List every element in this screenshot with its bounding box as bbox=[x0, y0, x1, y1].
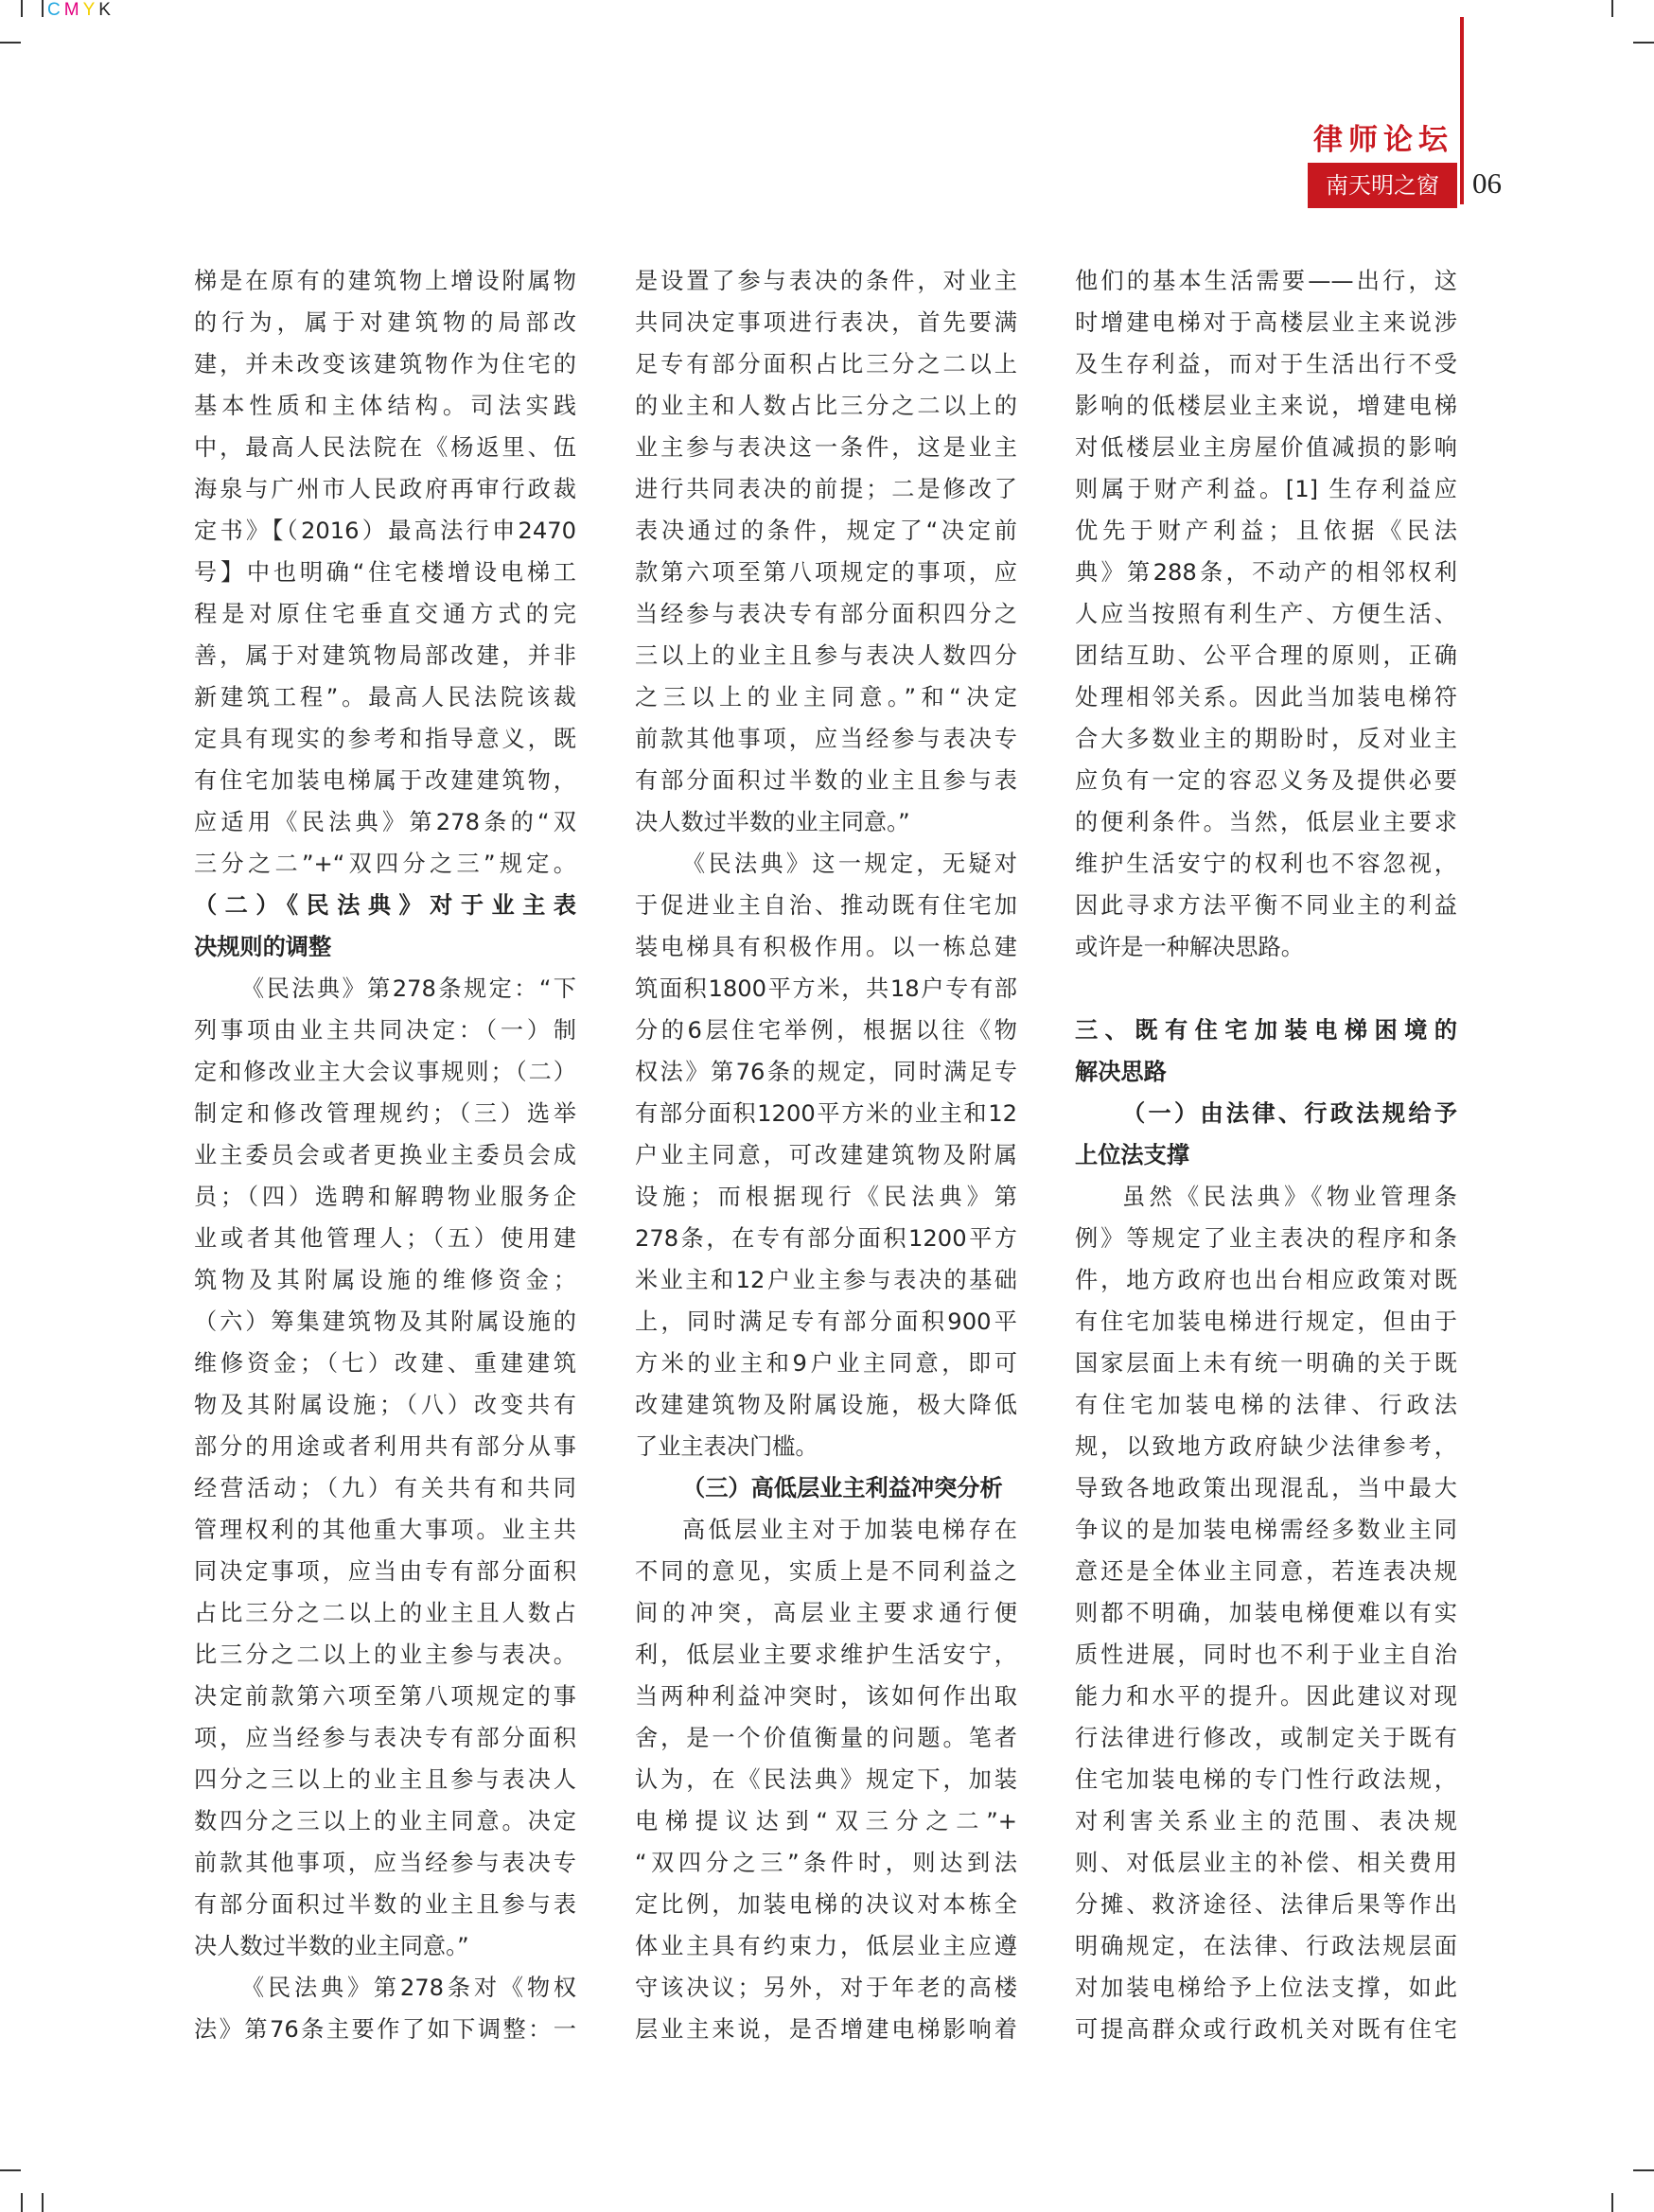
paragraph-line: 占比三分之二以上的业主且人数占 bbox=[194, 1600, 576, 1626]
page-number: 06 bbox=[1472, 167, 1502, 200]
paragraph-line: 高低层业主对于加装电梯存在 bbox=[682, 1517, 1017, 1543]
crop-mark-top-right-v bbox=[1611, 0, 1613, 17]
crop-mark-bottom-right-h bbox=[1633, 2169, 1654, 2171]
paragraph-line: 影响的低楼层业主来说，增建电梯 bbox=[1075, 393, 1457, 419]
paragraph-line: 的业主和人数占比三分之二以上的 bbox=[635, 393, 1017, 419]
paragraph-line: 对低楼层业主房屋价值减损的影响 bbox=[1075, 434, 1457, 461]
paragraph-line: 国家层面上未有统一明确的关于既 bbox=[1075, 1350, 1457, 1377]
paragraph-line: 或许是一种解决思路。 bbox=[1075, 934, 1304, 960]
paragraph-line: （六）筹集建筑物及其附属设施的 bbox=[194, 1308, 576, 1335]
cmyk-y: Y bbox=[82, 0, 99, 20]
paragraph-line: 比三分之二以上的业主参与表决。 bbox=[194, 1641, 576, 1668]
paragraph-line: 有住宅加装电梯属于改建建筑物， bbox=[194, 767, 576, 794]
paragraph-line: 应负有一定的容忍义务及提供必要 bbox=[1075, 767, 1457, 794]
paragraph-line: 员；（四）选聘和解聘物业服务企 bbox=[194, 1184, 576, 1210]
paragraph-line: 有部分面积1200平方米的业主和12 bbox=[635, 1100, 1017, 1127]
paragraph-line: 共同决定事项进行表决，首先要满 bbox=[635, 309, 1017, 336]
paragraph-line: 改建建筑物及附属设施，极大降低 bbox=[635, 1392, 1017, 1418]
section-heading-line: （一）由法律、行政法规给予 bbox=[1122, 1100, 1457, 1127]
paragraph-line: 项，应当经参与表决专有部分面积 bbox=[194, 1725, 576, 1751]
paragraph-line: 间的冲突，高层业主要求通行便 bbox=[635, 1600, 1017, 1626]
paragraph-line: 业主参与表决这一条件，这是业主 bbox=[635, 434, 1017, 461]
paragraph-line: 处理相邻关系。因此当加装电梯符 bbox=[1075, 684, 1457, 711]
paragraph-line: 权法》第76条的规定，同时满足专 bbox=[635, 1059, 1017, 1085]
section-heading-line: （三）高低层业主利益冲突分析 bbox=[682, 1475, 1003, 1501]
paragraph-line: 团结互助、公平合理的原则，正确 bbox=[1075, 642, 1457, 669]
crop-mark-bottom-right-v bbox=[1611, 2193, 1613, 2212]
paragraph-line: 分摊、救济途径、法律后果等作出 bbox=[1075, 1891, 1457, 1918]
paragraph-line: 米业主和12户业主参与表决的基础 bbox=[635, 1267, 1017, 1293]
paragraph-line: 《民法典》第278条对《物权 bbox=[241, 1975, 576, 2001]
paragraph-line: 《民法典》这一规定，无疑对 bbox=[682, 851, 1017, 877]
paragraph-line: 三以上的业主且参与表决人数四分 bbox=[635, 642, 1017, 669]
paragraph-line: 号】中也明确“住宅楼增设电梯工 bbox=[194, 559, 576, 586]
paragraph-line: 设施；而根据现行《民法典》第 bbox=[635, 1184, 1017, 1210]
cmyk-m: M bbox=[63, 0, 83, 20]
crop-mark-top-left-h bbox=[0, 42, 21, 44]
paragraph-line: 程是对原住宅垂直交通方式的完 bbox=[194, 601, 576, 627]
paragraph-line: 数四分之三以上的业主同意。决定 bbox=[194, 1808, 576, 1835]
paragraph-line: 的行为，属于对建筑物的局部改 bbox=[194, 309, 576, 336]
paragraph-line: 筑物及其附属设施的维修资金； bbox=[194, 1267, 576, 1293]
paragraph-line: 利，低层业主要求维护生活安宁， bbox=[635, 1641, 1017, 1668]
paragraph-line: 典》第288条，不动产的相邻权利 bbox=[1075, 559, 1457, 586]
section-heading-line: 决规则的调整 bbox=[194, 934, 332, 960]
paragraph-line: 明确规定，在法律、行政法规层面 bbox=[1075, 1933, 1457, 1959]
paragraph-line: 有住宅加装电梯的法律、行政法 bbox=[1075, 1392, 1457, 1418]
paragraph-line: 舍，是一个价值衡量的问题。笔者 bbox=[635, 1725, 1017, 1751]
section-heading-line: 三、既有住宅加装电梯困境的 bbox=[1075, 1017, 1457, 1044]
section-heading-line: （二）《民法典》对于业主表 bbox=[194, 892, 576, 919]
paragraph-line: 之三以上的业主同意。”和“决定 bbox=[635, 684, 1017, 711]
paragraph-line: 定比例，加装电梯的决议对本栋全 bbox=[635, 1891, 1017, 1918]
paragraph-line: 可提高群众或行政机关对既有住宅 bbox=[1075, 2016, 1457, 2043]
text-column-3 bbox=[1075, 260, 1457, 2050]
paragraph-line: 列事项由业主共同决定：（一）制 bbox=[194, 1017, 576, 1044]
paragraph-line: 海泉与广州市人民政府再审行政裁 bbox=[194, 476, 576, 502]
crop-mark-bottom-left-h bbox=[0, 2169, 21, 2171]
paragraph-line: 经营活动；（九）有关共有和共同 bbox=[194, 1475, 576, 1501]
paragraph-line: 户业主同意，可改建建筑物及附属 bbox=[635, 1142, 1017, 1168]
paragraph-line: 制定和修改管理规约；（三）选举 bbox=[194, 1100, 576, 1127]
paragraph-line: 虽然《民法典》《物业管理条 bbox=[1122, 1184, 1457, 1210]
paragraph-line: 维修资金；（七）改建、重建建筑 bbox=[194, 1350, 576, 1377]
paragraph-line: 能力和水平的提升。因此建议对现 bbox=[1075, 1683, 1457, 1710]
text-column-2 bbox=[635, 260, 1017, 2050]
paragraph-line: 四分之三以上的业主且参与表决人 bbox=[194, 1766, 576, 1793]
paragraph-line: 则、对低层业主的补偿、相关费用 bbox=[1075, 1850, 1457, 1876]
paragraph-line: 则都不明确，加装电梯便难以有实 bbox=[1075, 1600, 1457, 1626]
paragraph-line: 建，并未改变该建筑物作为住宅的 bbox=[194, 351, 576, 377]
paragraph-line: 足专有部分面积占比三分之二以上 bbox=[635, 351, 1017, 377]
paragraph-line: 对加装电梯给予上位法支撑，如此 bbox=[1075, 1975, 1457, 2001]
paragraph-line: 前款其他事项，应当经参与表决专 bbox=[194, 1850, 576, 1876]
paragraph-line: 认为，在《民法典》规定下，加装 bbox=[635, 1766, 1017, 1793]
text-column-1 bbox=[194, 260, 576, 2050]
paragraph-line: 维护生活安宁的权利也不容忽视， bbox=[1075, 851, 1457, 877]
paragraph-line bbox=[1075, 968, 1457, 1009]
paragraph-line: 业主委员会或者更换业主委员会成 bbox=[194, 1142, 576, 1168]
paragraph-line: 款第六项至第八项规定的事项，应 bbox=[635, 559, 1017, 586]
paragraph-line: 同决定事项，应当由专有部分面积 bbox=[194, 1558, 576, 1585]
paragraph-line: 表决通过的条件，规定了“决定前 bbox=[635, 518, 1017, 544]
crop-mark-top-right-h bbox=[1633, 42, 1654, 44]
paragraph-line: 守该决议；另外，对于年老的高楼 bbox=[635, 1975, 1017, 2001]
paragraph-line: 人应当按照有利生产、方便生活、 bbox=[1075, 601, 1457, 627]
paragraph-line: 装电梯具有积极作用。以一栋总建 bbox=[635, 934, 1017, 960]
paragraph-line: “双四分之三”条件时，则达到法 bbox=[635, 1850, 1017, 1876]
paragraph-line: 决定前款第六项至第八项规定的事 bbox=[194, 1683, 576, 1710]
paragraph-line: 的便利条件。当然，低层业主要求 bbox=[1075, 809, 1457, 835]
crop-mark-bottom-left-v bbox=[21, 2193, 23, 2212]
paragraph-line: 有部分面积过半数的业主且参与表 bbox=[635, 767, 1017, 794]
paragraph-line: 278条，在专有部分面积1200平方 bbox=[635, 1225, 1017, 1252]
paragraph-line: 了业主表决门槛。 bbox=[635, 1433, 818, 1460]
paragraph-line: 物及其附属设施；（八）改变共有 bbox=[194, 1392, 576, 1418]
paragraph-line: 中，最高人民法院在《杨返里、伍 bbox=[194, 434, 576, 461]
section-heading-line: 解决思路 bbox=[1075, 1059, 1167, 1085]
paragraph-line: 部分的用途或者利用共有部分从事 bbox=[194, 1433, 576, 1460]
crop-mark-top-left-v bbox=[21, 0, 23, 17]
cmyk-k: K bbox=[98, 0, 114, 20]
paragraph-line: 电梯提议达到“双三分之二”+ bbox=[635, 1808, 1017, 1835]
paragraph-line: 当经参与表决专有部分面积四分之 bbox=[635, 601, 1017, 627]
paragraph-line: 法》第76条主要作了如下调整：一 bbox=[194, 2016, 576, 2043]
paragraph-line: 件，地方政府也出台相应政策对既 bbox=[1075, 1267, 1457, 1293]
paragraph-line: 定书》【（2016）最高法行申2470 bbox=[194, 518, 576, 544]
paragraph-line: 定和修改业主大会议事规则；（二） bbox=[194, 1059, 576, 1085]
section-title: 律师论坛 bbox=[1313, 123, 1453, 157]
paragraph-line: 定具有现实的参考和指导意义，既 bbox=[194, 726, 576, 752]
paragraph-line: 规，以致地方政府缺少法律参考， bbox=[1075, 1433, 1457, 1460]
paragraph-line: 三分之二”+“双四分之三”规定。 bbox=[194, 851, 576, 877]
paragraph-line: 于促进业主自治、推动既有住宅加 bbox=[635, 892, 1017, 919]
paragraph-line: 进行共同表决的前提；二是修改了 bbox=[635, 476, 1017, 502]
paragraph-line: 例》等规定了业主表决的程序和条 bbox=[1075, 1225, 1457, 1252]
paragraph-line: 基本性质和主体结构。司法实践 bbox=[194, 393, 576, 419]
paragraph-line: 上，同时满足专有部分面积900平 bbox=[635, 1308, 1017, 1335]
paragraph-line: 方米的业主和9户业主同意，即可 bbox=[635, 1350, 1017, 1377]
paragraph-line: 意还是全体业主同意，若连表决规 bbox=[1075, 1558, 1457, 1585]
paragraph-line: 导致各地政策出现混乱，当中最大 bbox=[1075, 1475, 1457, 1501]
section-heading-line: 上位法支撑 bbox=[1075, 1142, 1189, 1168]
paragraph-line: 他们的基本生活需要——出行，这 bbox=[1075, 268, 1457, 294]
paragraph-line: 体业主具有约束力，低层业主应遵 bbox=[635, 1933, 1017, 1959]
paragraph-line: 筑面积1800平方米，共18户专有部 bbox=[635, 975, 1017, 1002]
paragraph-line: 住宅加装电梯的专门性行政法规， bbox=[1075, 1766, 1457, 1793]
paragraph-line: 当两种利益冲突时，该如何作出取 bbox=[635, 1683, 1017, 1710]
magazine-name-badge: 南天明之窗 bbox=[1308, 163, 1457, 208]
paragraph-line: 合大多数业主的期盼时，反对业主 bbox=[1075, 726, 1457, 752]
crop-mark-top-left-v2 bbox=[42, 0, 44, 17]
paragraph-line: 是设置了参与表决的条件，对业主 bbox=[635, 268, 1017, 294]
paragraph-line: 层业主来说，是否增建电梯影响着 bbox=[635, 2016, 1017, 2043]
paragraph-line: 不同的意见，实质上是不同利益之 bbox=[635, 1558, 1017, 1585]
paragraph-line: 《民法典》第278条规定：“下 bbox=[241, 975, 576, 1002]
paragraph-line: 优先于财产利益；且依据《民法 bbox=[1075, 518, 1457, 544]
paragraph-line: 则属于财产利益。[1] 生存利益应 bbox=[1075, 476, 1457, 502]
crop-mark-bottom-left-v2 bbox=[42, 2193, 44, 2212]
paragraph-line: 争议的是加装电梯需经多数业主同 bbox=[1075, 1517, 1457, 1543]
paragraph-line: 决人数过半数的业主同意。” bbox=[635, 809, 910, 835]
paragraph-line: 新建筑工程”。最高人民法院该裁 bbox=[194, 684, 576, 711]
paragraph-line: 对利害关系业主的范围、表决规 bbox=[1075, 1808, 1457, 1835]
paragraph-line: 质性进展，同时也不利于业主自治 bbox=[1075, 1641, 1457, 1668]
paragraph-line: 因此寻求方法平衡不同业主的利益 bbox=[1075, 892, 1457, 919]
paragraph-line: 梯是在原有的建筑物上增设附属物 bbox=[194, 268, 576, 294]
paragraph-line: 应适用《民法典》第278条的“双 bbox=[194, 809, 576, 835]
paragraph-line: 时增建电梯对于高楼层业主来说涉 bbox=[1075, 309, 1457, 336]
cmyk-print-marks bbox=[47, 0, 114, 21]
paragraph-line: 业或者其他管理人；（五）使用建 bbox=[194, 1225, 576, 1252]
paragraph-line: 管理权利的其他重大事项。业主共 bbox=[194, 1517, 576, 1543]
paragraph-line: 有住宅加装电梯进行规定，但由于 bbox=[1075, 1308, 1457, 1335]
paragraph-line: 善，属于对建筑物局部改建，并非 bbox=[194, 642, 576, 669]
cmyk-c: C bbox=[47, 0, 64, 20]
paragraph-line: 决人数过半数的业主同意。” bbox=[194, 1933, 469, 1959]
paragraph-line: 分的6层住宅举例，根据以往《物 bbox=[635, 1017, 1017, 1044]
paragraph-line: 前款其他事项，应当经参与表决专 bbox=[635, 726, 1017, 752]
paragraph-line: 行法律进行修改，或制定关于既有 bbox=[1075, 1725, 1457, 1751]
paragraph-line: 有部分面积过半数的业主且参与表 bbox=[194, 1891, 576, 1918]
header-accent-line bbox=[1460, 17, 1464, 204]
paragraph-line: 及生存利益，而对于生活出行不受 bbox=[1075, 351, 1457, 377]
